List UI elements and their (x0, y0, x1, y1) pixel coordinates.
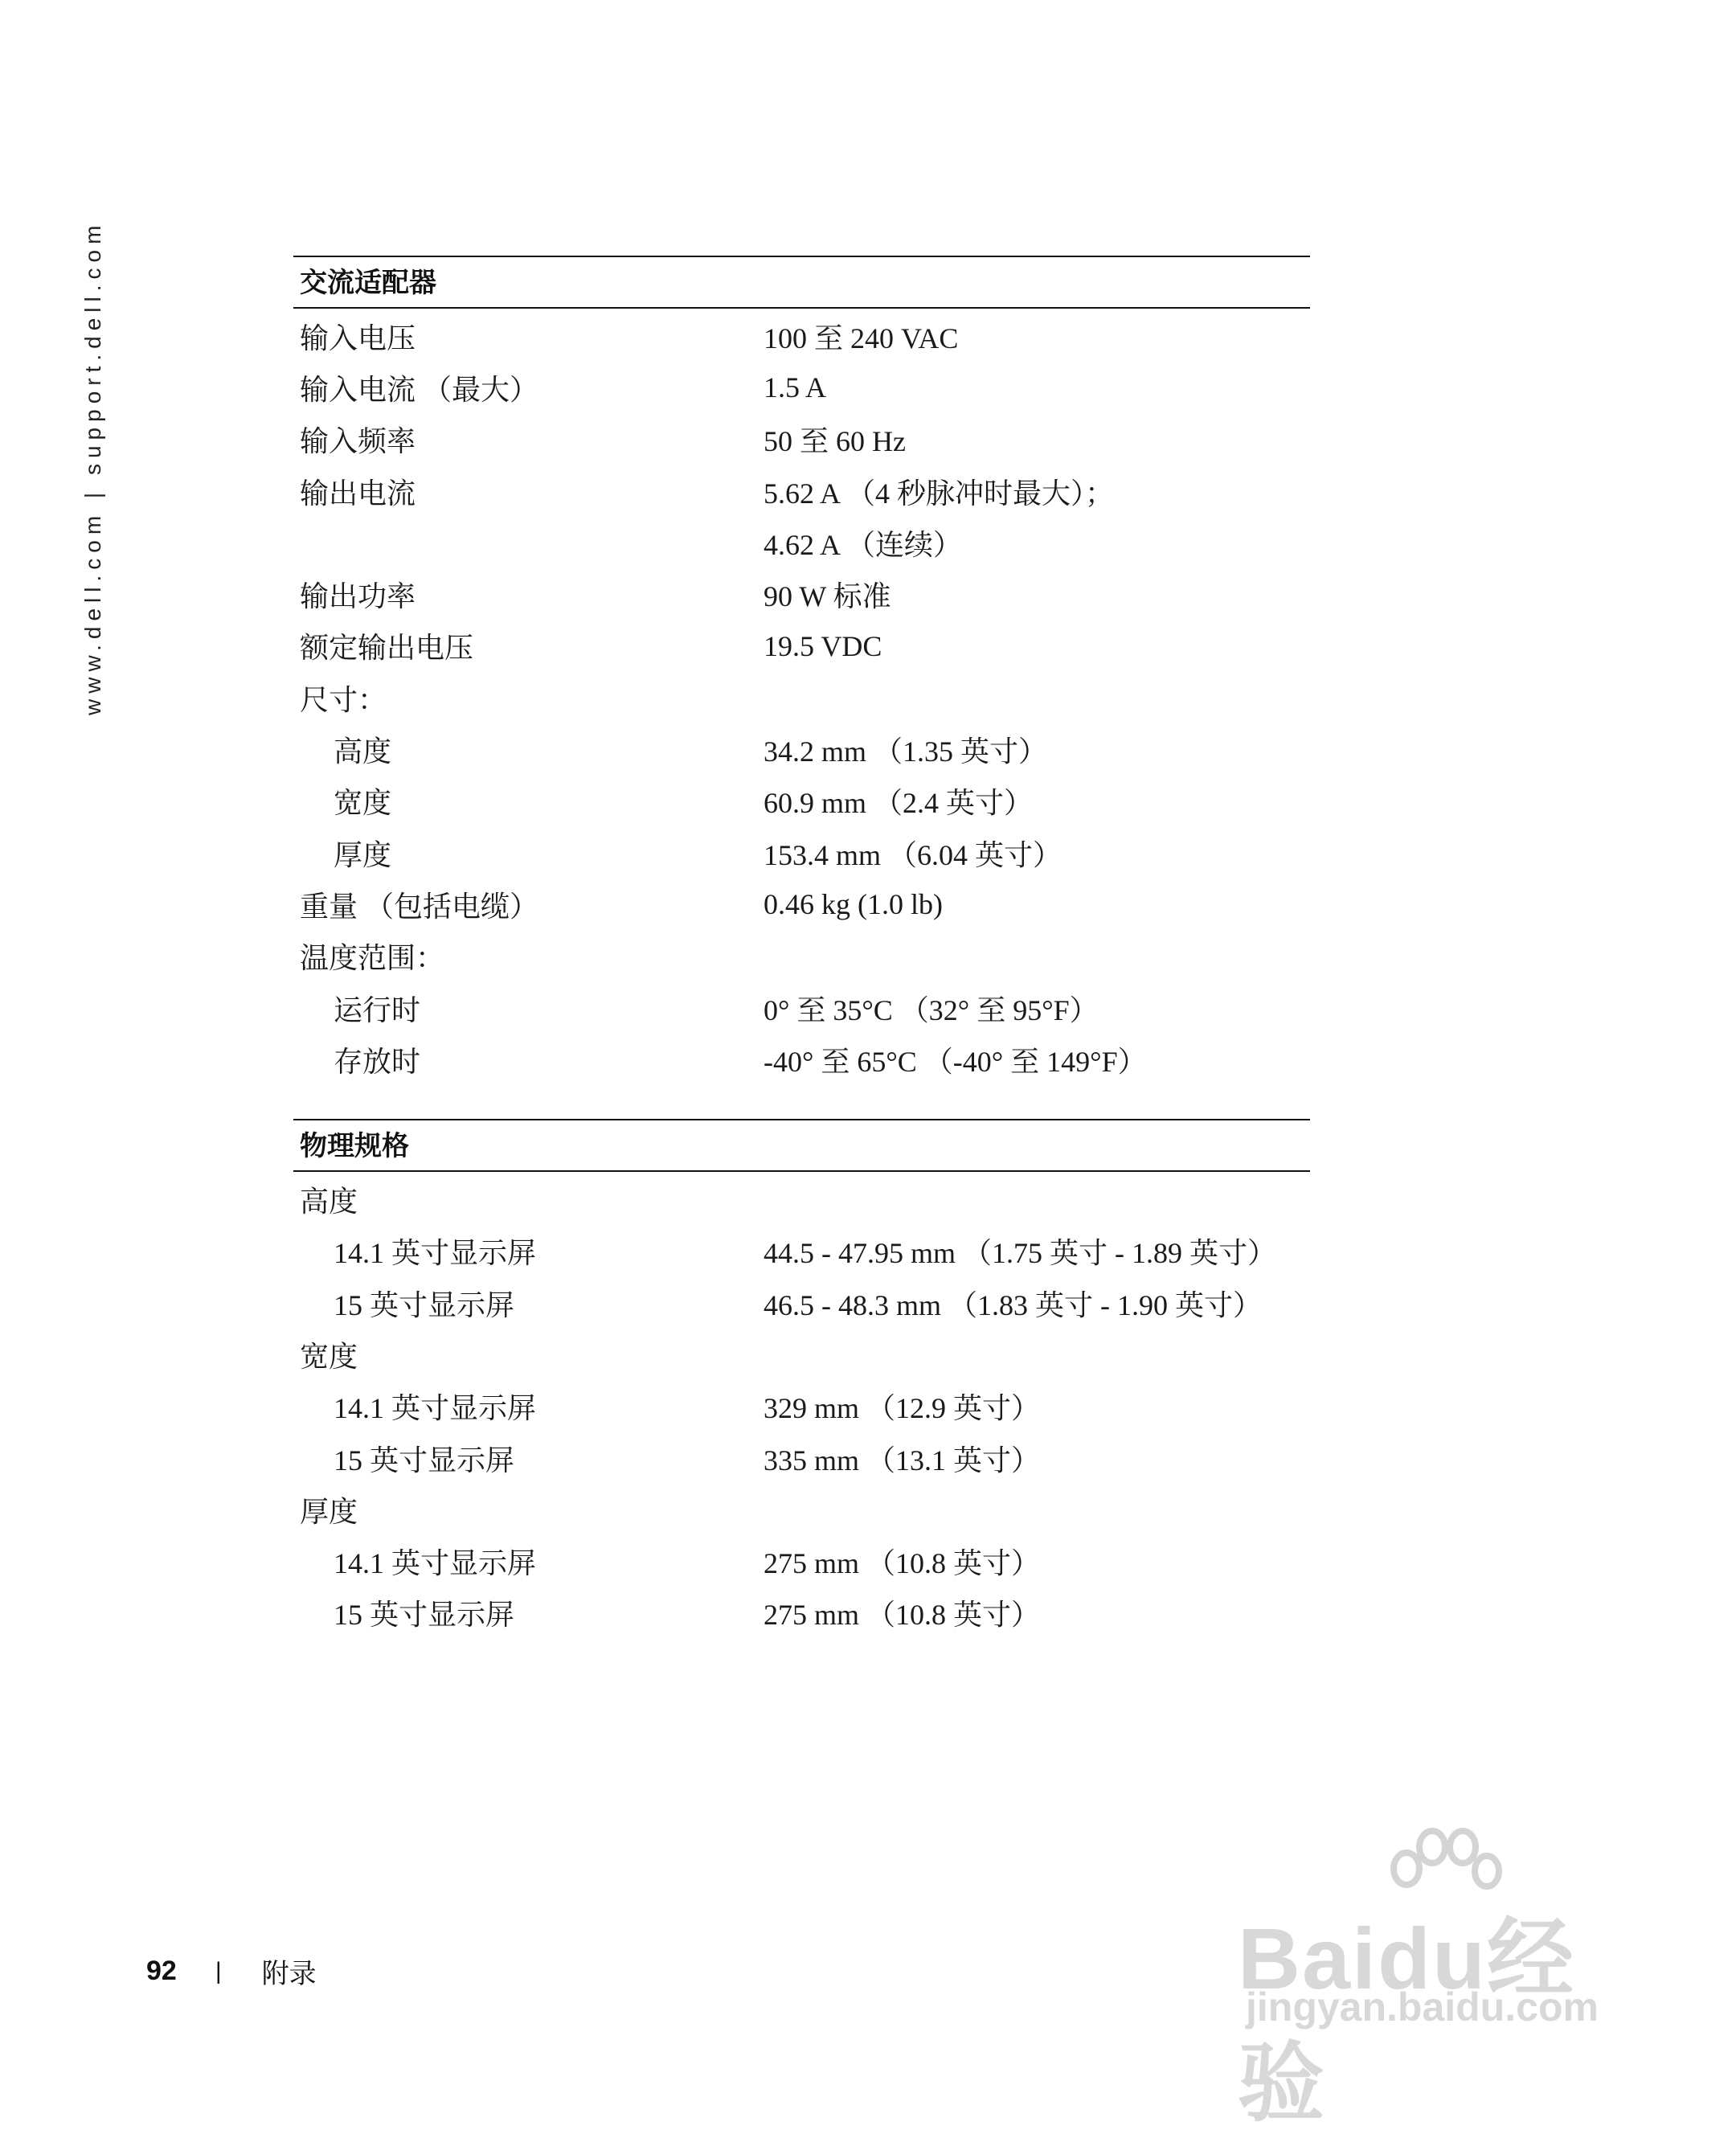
spec-label: 厚度 (334, 838, 392, 871)
spec-value: 275 mm （10.8 英寸） (764, 1599, 1041, 1632)
spec-row (293, 1277, 1310, 1329)
spec-value: 19.5 VDC (764, 629, 882, 662)
spec-row (293, 465, 1310, 517)
spec-label: 输入电压 (300, 322, 416, 354)
section-ac-adapter (293, 256, 1310, 1085)
spec-row (293, 568, 1310, 620)
watermark-suffix: 经验 (1238, 1910, 1576, 2132)
spec-label: 重量 （包括电缆） (300, 890, 539, 923)
section-physical-specs (293, 1119, 1310, 1639)
spec-row (293, 982, 1310, 1034)
spec-row (293, 362, 1310, 413)
spec-row (293, 879, 1310, 930)
spec-row (293, 827, 1310, 879)
watermark-url: jingyan.baidu.com (1246, 1984, 1599, 2029)
spec-label: 输入电流 （最大） (300, 373, 539, 406)
spec-row (293, 1034, 1310, 1085)
spec-value: 4.62 A （连续） (764, 528, 963, 561)
spec-row (293, 1432, 1310, 1484)
spec-label: 14.1 英寸显示屏 (334, 1392, 537, 1425)
spec-row (293, 1173, 1310, 1225)
section-title: 交流适配器 (293, 256, 1310, 309)
spec-row (293, 931, 1310, 982)
spec-value: 335 mm （13.1 英寸） (764, 1444, 1041, 1477)
spec-label: 高度 (334, 735, 392, 768)
spec-value: 0.46 kg (1.0 lb) (764, 888, 943, 921)
spec-row (293, 1329, 1310, 1380)
spec-label: 运行时 (334, 993, 421, 1026)
spec-row (293, 1484, 1310, 1535)
spec-value: 329 mm （12.9 英寸） (764, 1392, 1041, 1425)
spec-value: 1.5 A (764, 371, 827, 404)
spec-row (293, 310, 1310, 362)
spec-label: 温度范围： (300, 942, 445, 975)
page-number: 92 (146, 1956, 177, 1986)
side-url: www.dell.com | support.dell.com (80, 219, 105, 715)
spec-row (293, 621, 1310, 672)
spec-value: 46.5 - 48.3 mm （1.83 英寸 - 1.90 英寸） (764, 1288, 1262, 1321)
footer-separator: | (215, 1957, 222, 1984)
spec-label: 存放时 (334, 1045, 421, 1078)
spec-row (293, 1536, 1310, 1587)
spec-label: 输出功率 (300, 580, 416, 613)
spec-label: 额定输出电压 (300, 632, 474, 665)
watermark-brand2: du (1378, 1910, 1488, 2007)
spec-value: 153.4 mm （6.04 英寸） (764, 838, 1062, 871)
spec-value: 0° 至 35°C （32° 至 95°F） (764, 993, 1099, 1026)
spec-label: 15 英寸显示屏 (334, 1288, 515, 1321)
spec-content (293, 256, 1310, 1673)
spec-value: 90 W 标准 (764, 580, 891, 613)
spec-label: 输出电流 (300, 477, 416, 510)
spec-row (293, 414, 1310, 465)
spec-row (293, 672, 1310, 723)
spec-row (293, 723, 1310, 775)
spec-label: 厚度 (300, 1495, 358, 1528)
spec-label: 高度 (300, 1186, 358, 1218)
spec-rows (293, 309, 1310, 1085)
spec-label: 输入频率 (300, 425, 416, 458)
spec-label: 15 英寸显示屏 (334, 1599, 515, 1632)
spec-label: 尺寸： (300, 683, 387, 716)
spec-value: 100 至 240 VAC (764, 322, 959, 354)
page-footer (146, 1952, 317, 1991)
spec-label: 15 英寸显示屏 (334, 1444, 515, 1477)
watermark-brand: Bai (1238, 1910, 1378, 2007)
spec-row (293, 776, 1310, 827)
spec-rows (293, 1172, 1310, 1639)
footer-section: 附录 (261, 1959, 317, 1989)
spec-row (293, 1381, 1310, 1432)
spec-row (293, 1587, 1310, 1639)
baidu-watermark (1230, 1825, 1648, 2132)
spec-label: 14.1 英寸显示屏 (334, 1547, 537, 1580)
spec-value: 60.9 mm （2.4 英寸） (764, 787, 1034, 820)
spec-value: 34.2 mm （1.35 英寸） (764, 735, 1048, 768)
spec-row (293, 517, 1310, 568)
spec-value: 275 mm （10.8 英寸） (764, 1547, 1041, 1580)
spec-label: 14.1 英寸显示屏 (334, 1237, 537, 1270)
spec-value: -40° 至 65°C （-40° 至 149°F） (764, 1045, 1147, 1078)
spec-label: 宽度 (300, 1340, 358, 1373)
spec-value: 44.5 - 47.95 mm （1.75 英寸 - 1.89 英寸） (764, 1237, 1276, 1270)
spec-value: 5.62 A （4 秒脉冲时最大）； (764, 477, 1115, 510)
spec-value: 50 至 60 Hz (764, 425, 906, 458)
spec-label: 宽度 (334, 787, 392, 820)
section-title: 物理规格 (293, 1119, 1310, 1172)
spec-row (293, 1226, 1310, 1277)
